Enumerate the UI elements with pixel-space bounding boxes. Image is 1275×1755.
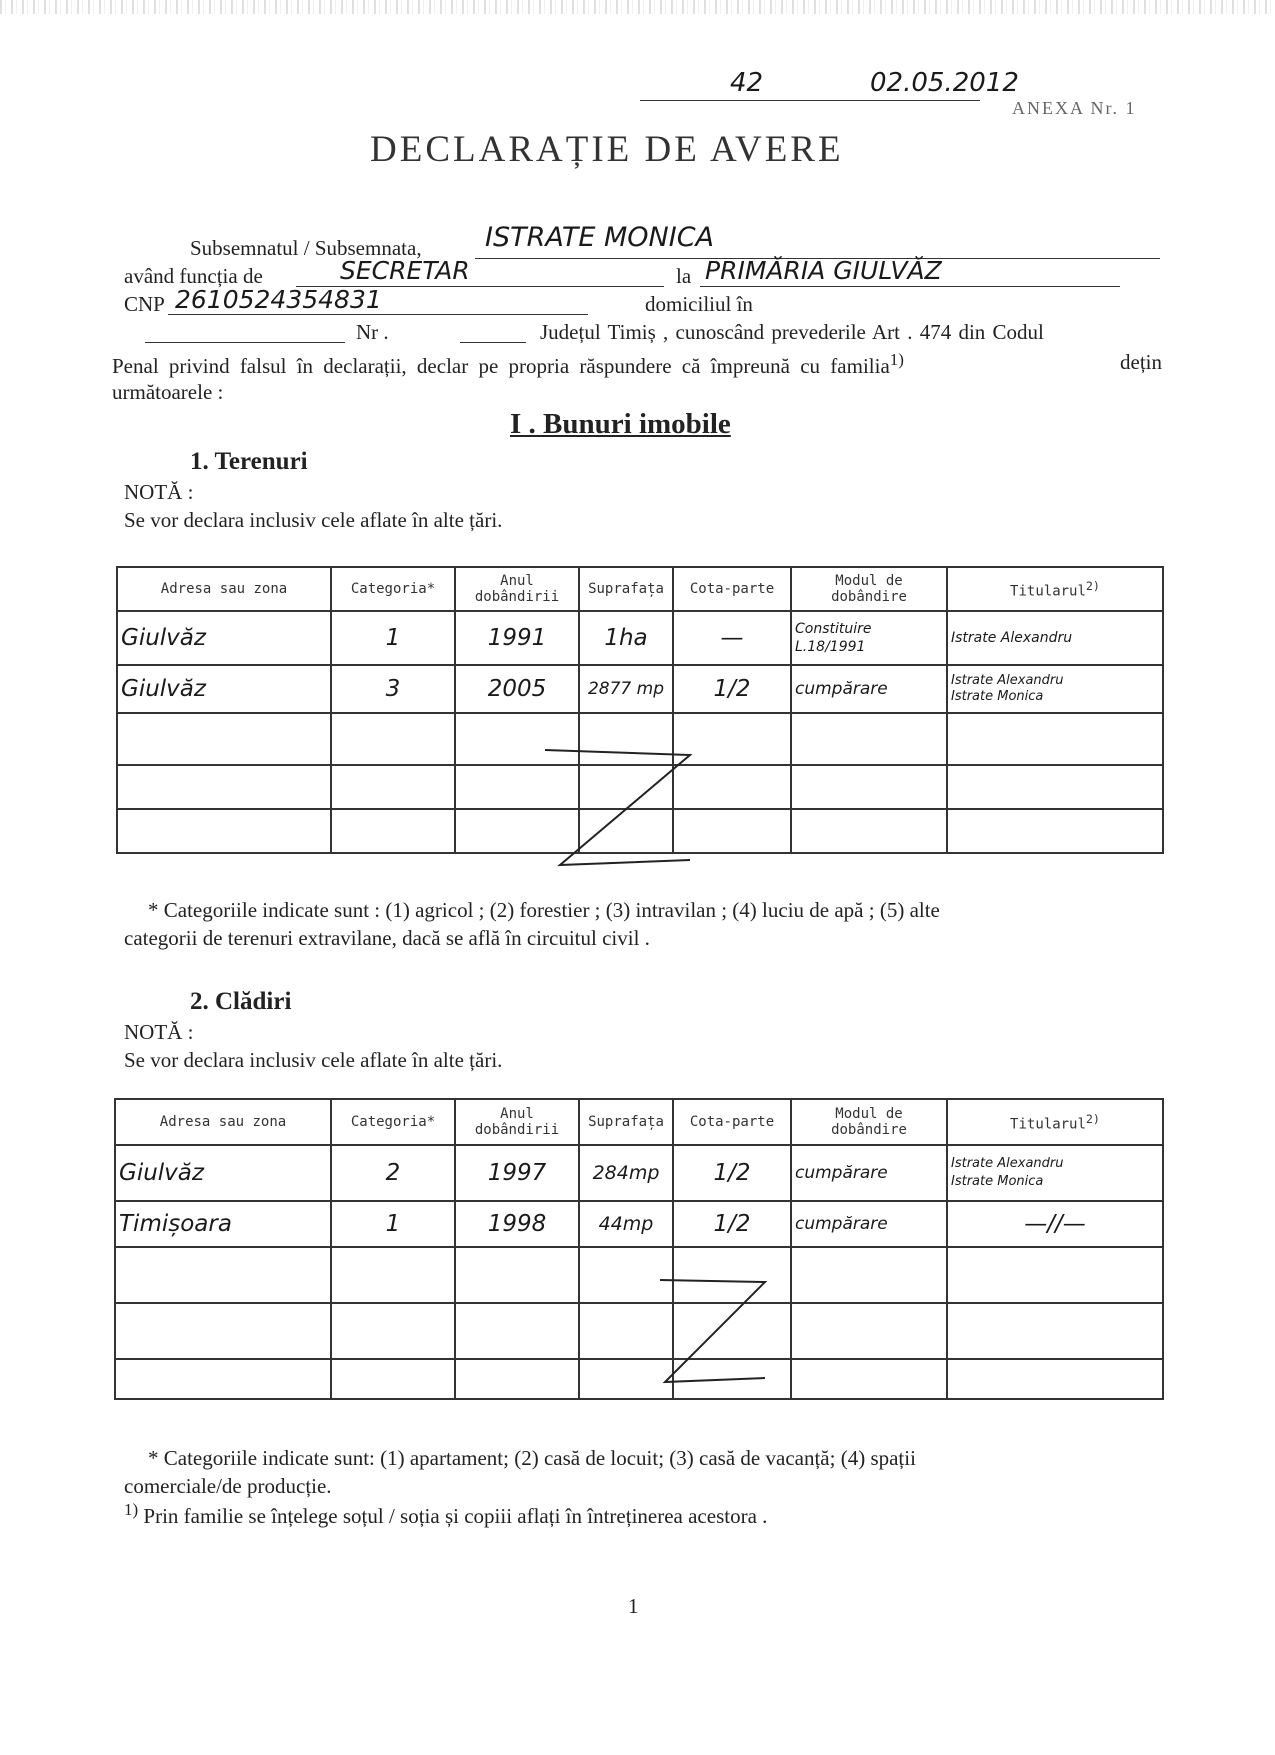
cell-cota: —: [673, 611, 791, 665]
nr-label: Nr .: [356, 320, 389, 344]
table-row-empty: [115, 1303, 1163, 1359]
declarant-name: ISTRATE MONICA: [485, 222, 715, 253]
registration-line: [640, 100, 980, 101]
intro-line-1: Județul Timiș , cunoscând prevederile Art . 474 din Codul: [540, 320, 1044, 344]
cell-adresa: Timișoara: [115, 1201, 331, 1247]
header-suprafata: Suprafața: [579, 1099, 673, 1145]
cell-modul: cumpărare: [791, 1145, 947, 1201]
functie-value: SECRETAR: [340, 256, 470, 285]
cell-titular: Istrate Alexandru: [947, 611, 1163, 665]
table-row: [115, 1201, 1163, 1247]
cnp-line: [168, 314, 588, 315]
header-titular-text: Titularul: [1010, 583, 1086, 600]
header-cota: Cota-parte: [673, 1099, 791, 1145]
cell-categoria: 2: [331, 1145, 455, 1201]
intro-line-2: [112, 350, 1162, 379]
cladiri-footnote-1: * Categoriile indicate sunt: (1) apartament; (2) casă de locuit; (3) casă de vacanță; (4) spații: [148, 1446, 916, 1470]
header-categoria: Categoria*: [331, 567, 455, 611]
header-suprafata: Suprafața: [579, 567, 673, 611]
header-modul: Modul de dobândire: [791, 567, 947, 611]
table-row-empty: [115, 1359, 1163, 1399]
intro-line-2-end: dețin: [1120, 350, 1162, 374]
domiciliul-label: domiciliul în: [645, 292, 753, 316]
cell-suprafata: 284mp: [579, 1145, 673, 1201]
cladiri-table: [114, 1098, 1164, 1400]
subsemnatul-label: Subsemnatul / Subsemnata,: [190, 236, 422, 260]
footnote-ref-1: 1): [889, 350, 904, 369]
cell-titular: —//—: [947, 1201, 1163, 1247]
terenuri-title: 1. Terenuri: [190, 448, 308, 475]
intro-line-3: următoarele :: [112, 380, 224, 404]
strike-z-mark: [540, 740, 700, 870]
header-cota: Cota-parte: [673, 567, 791, 611]
registration-date: 02.05.2012: [870, 68, 1019, 98]
page-number: 1: [628, 1594, 639, 1618]
cell-adresa: Giulvăz: [117, 665, 331, 713]
cladiri-footnote-2: comerciale/de producție.: [124, 1474, 332, 1498]
header-anul: Anul dobândirii: [455, 567, 579, 611]
cell-modul: cumpărare: [791, 1201, 947, 1247]
cladiri-title: 2. Clădiri: [190, 988, 292, 1015]
cnp-label: CNP: [124, 292, 165, 316]
cell-suprafata: 44mp: [579, 1201, 673, 1247]
table-row: [115, 1145, 1163, 1201]
header-titular-text: Titularul: [1010, 1116, 1086, 1133]
intro-line-2-text: Penal privind falsul în declarații, declar pe propria răspundere că împreună cu familia: [112, 354, 890, 378]
institutie-line: [700, 286, 1120, 287]
cell-modul: Constituire L.18/1991: [791, 611, 947, 665]
address-line: [145, 342, 345, 343]
table-row-empty: [115, 1247, 1163, 1303]
cell-categoria: 3: [331, 665, 455, 713]
cladiri-header-row: [115, 1099, 1163, 1145]
registration-number: 42: [730, 68, 764, 98]
header-titular-sup: 2): [1085, 1112, 1100, 1127]
terenuri-footnote-1: * Categoriile indicate sunt : (1) agricol ; (2) forestier ; (3) intravilan ; (4) luciu de apă ; (5) alte: [148, 898, 940, 922]
cell-categoria: 1: [331, 1201, 455, 1247]
institutie-value: PRIMĂRIA GIULVĂZ: [705, 256, 942, 285]
terenuri-header-row: [117, 567, 1163, 611]
cell-adresa: Giulvăz: [117, 611, 331, 665]
nr-line: [460, 342, 526, 343]
cell-cota: 1/2: [673, 665, 791, 713]
header-adresa: Adresa sau zona: [117, 567, 331, 611]
cell-categoria: 1: [331, 611, 455, 665]
header-categoria: Categoria*: [331, 1099, 455, 1145]
annex-label: ANEXA Nr. 1: [1012, 98, 1137, 118]
cell-suprafata: 1ha: [579, 611, 673, 665]
terenuri-nota-text: Se vor declara inclusiv cele aflate în alte țări.: [124, 508, 503, 532]
cell-anul: 1991: [455, 611, 579, 665]
cnp-value: 2610524354831: [175, 285, 382, 314]
document-title: DECLARAȚIE DE AVERE: [370, 129, 844, 170]
header-modul: Modul de dobândire: [791, 1099, 947, 1145]
header-titular: [947, 567, 1163, 611]
cell-suprafata: 2877 mp: [579, 665, 673, 713]
cell-titular: Istrate Alexandru Istrate Monica: [947, 665, 1163, 713]
header-adresa: Adresa sau zona: [115, 1099, 331, 1145]
cell-anul: 1998: [455, 1201, 579, 1247]
cell-cota: 1/2: [673, 1145, 791, 1201]
family-footnote: [124, 1500, 767, 1529]
terenuri-nota: NOTĂ :: [124, 480, 194, 504]
table-row: [117, 611, 1163, 665]
table-row: [117, 665, 1163, 713]
la-label: la: [676, 264, 692, 288]
scan-noise: [0, 0, 1275, 14]
terenuri-footnote-2: categorii de terenuri extravilane, dacă se află în circuitul civil .: [124, 926, 650, 950]
cell-anul: 2005: [455, 665, 579, 713]
cell-cota: 1/2: [673, 1201, 791, 1247]
cladiri-nota: NOTĂ :: [124, 1020, 194, 1044]
cell-titular: Istrate Alexandru Istrate Monica: [947, 1145, 1163, 1201]
family-footnote-text: Prin familie se înțelege soțul / soția și copiii aflați în întreținerea acestora .: [143, 1504, 768, 1528]
header-titular: [947, 1099, 1163, 1145]
family-footnote-sup: 1): [124, 1500, 139, 1519]
header-anul: Anul dobândirii: [455, 1099, 579, 1145]
cladiri-nota-text: Se vor declara inclusiv cele aflate în alte țări.: [124, 1048, 503, 1072]
strike-z-mark: [655, 1270, 775, 1390]
section-title-bunuri-imobile: I . Bunuri imobile: [510, 408, 731, 440]
cell-modul: cumpărare: [791, 665, 947, 713]
header-titular-sup: 2): [1085, 579, 1100, 594]
cell-adresa: Giulvăz: [115, 1145, 331, 1201]
functie-label: având funcția de: [124, 264, 263, 288]
cell-anul: 1997: [455, 1145, 579, 1201]
